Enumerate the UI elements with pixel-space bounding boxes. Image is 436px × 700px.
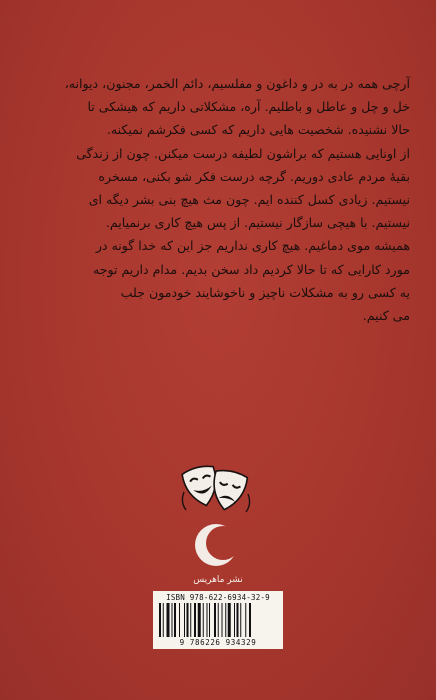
blurb-line: یه کسی رو به مشکلات ناچیز و ناخوشایند خودمون جلب [120,284,410,300]
blurb-text [64,72,410,327]
isbn-barcode [153,591,283,649]
publisher-name: نشر ماهریس [193,575,243,585]
barcode-digits: 9 786226 934329 [179,638,257,647]
blurb-line: نیستیم. با هیچی سازگار نیستیم. از پس هیچ کاری برنمیایم. [105,215,410,231]
blurb-line: مورد کارایی که تا حالا کردیم داد سخن بدیم. مدام داریم توجه [93,261,410,277]
blurb-line: همیشه موی دماغیم. هیچ کاری نداریم جز این که خدا گونه در [95,238,410,254]
isbn-label: ISBN 978-622-6934-32-9 [166,593,270,602]
blurb-line: آرچی همه در به در و داغون و مفلسیم، دائم الخمر، مجنون، دیوانه، [64,76,410,91]
blurb-line: بقیهٔ مردم عادی دوریم. گرچه درست فکر شو بکنی، مسخره [98,168,410,184]
blurb-line: حالا نشنیده. شخصیت هایی داریم که کسی فکرشم نمیکنه. [106,122,410,138]
blurb-line: می کنیم. [362,307,410,323]
theater-masks-icon [178,462,254,518]
blurb-line: خل و چل و عاطل و باطلیم. آره، مشکلاتی داریم که هیشکی تا [87,99,410,115]
barcode-bars [159,603,277,637]
blurb-line: نیستیم. زیادی کسل کننده ایم. چون مث هیچ بنی بشر دیگه ای [88,191,410,207]
crescent-logo-icon [193,522,239,568]
blurb-line: از اونایی هستیم که براشون لطیفه درست میکنن. چون از زندگی [76,145,410,161]
